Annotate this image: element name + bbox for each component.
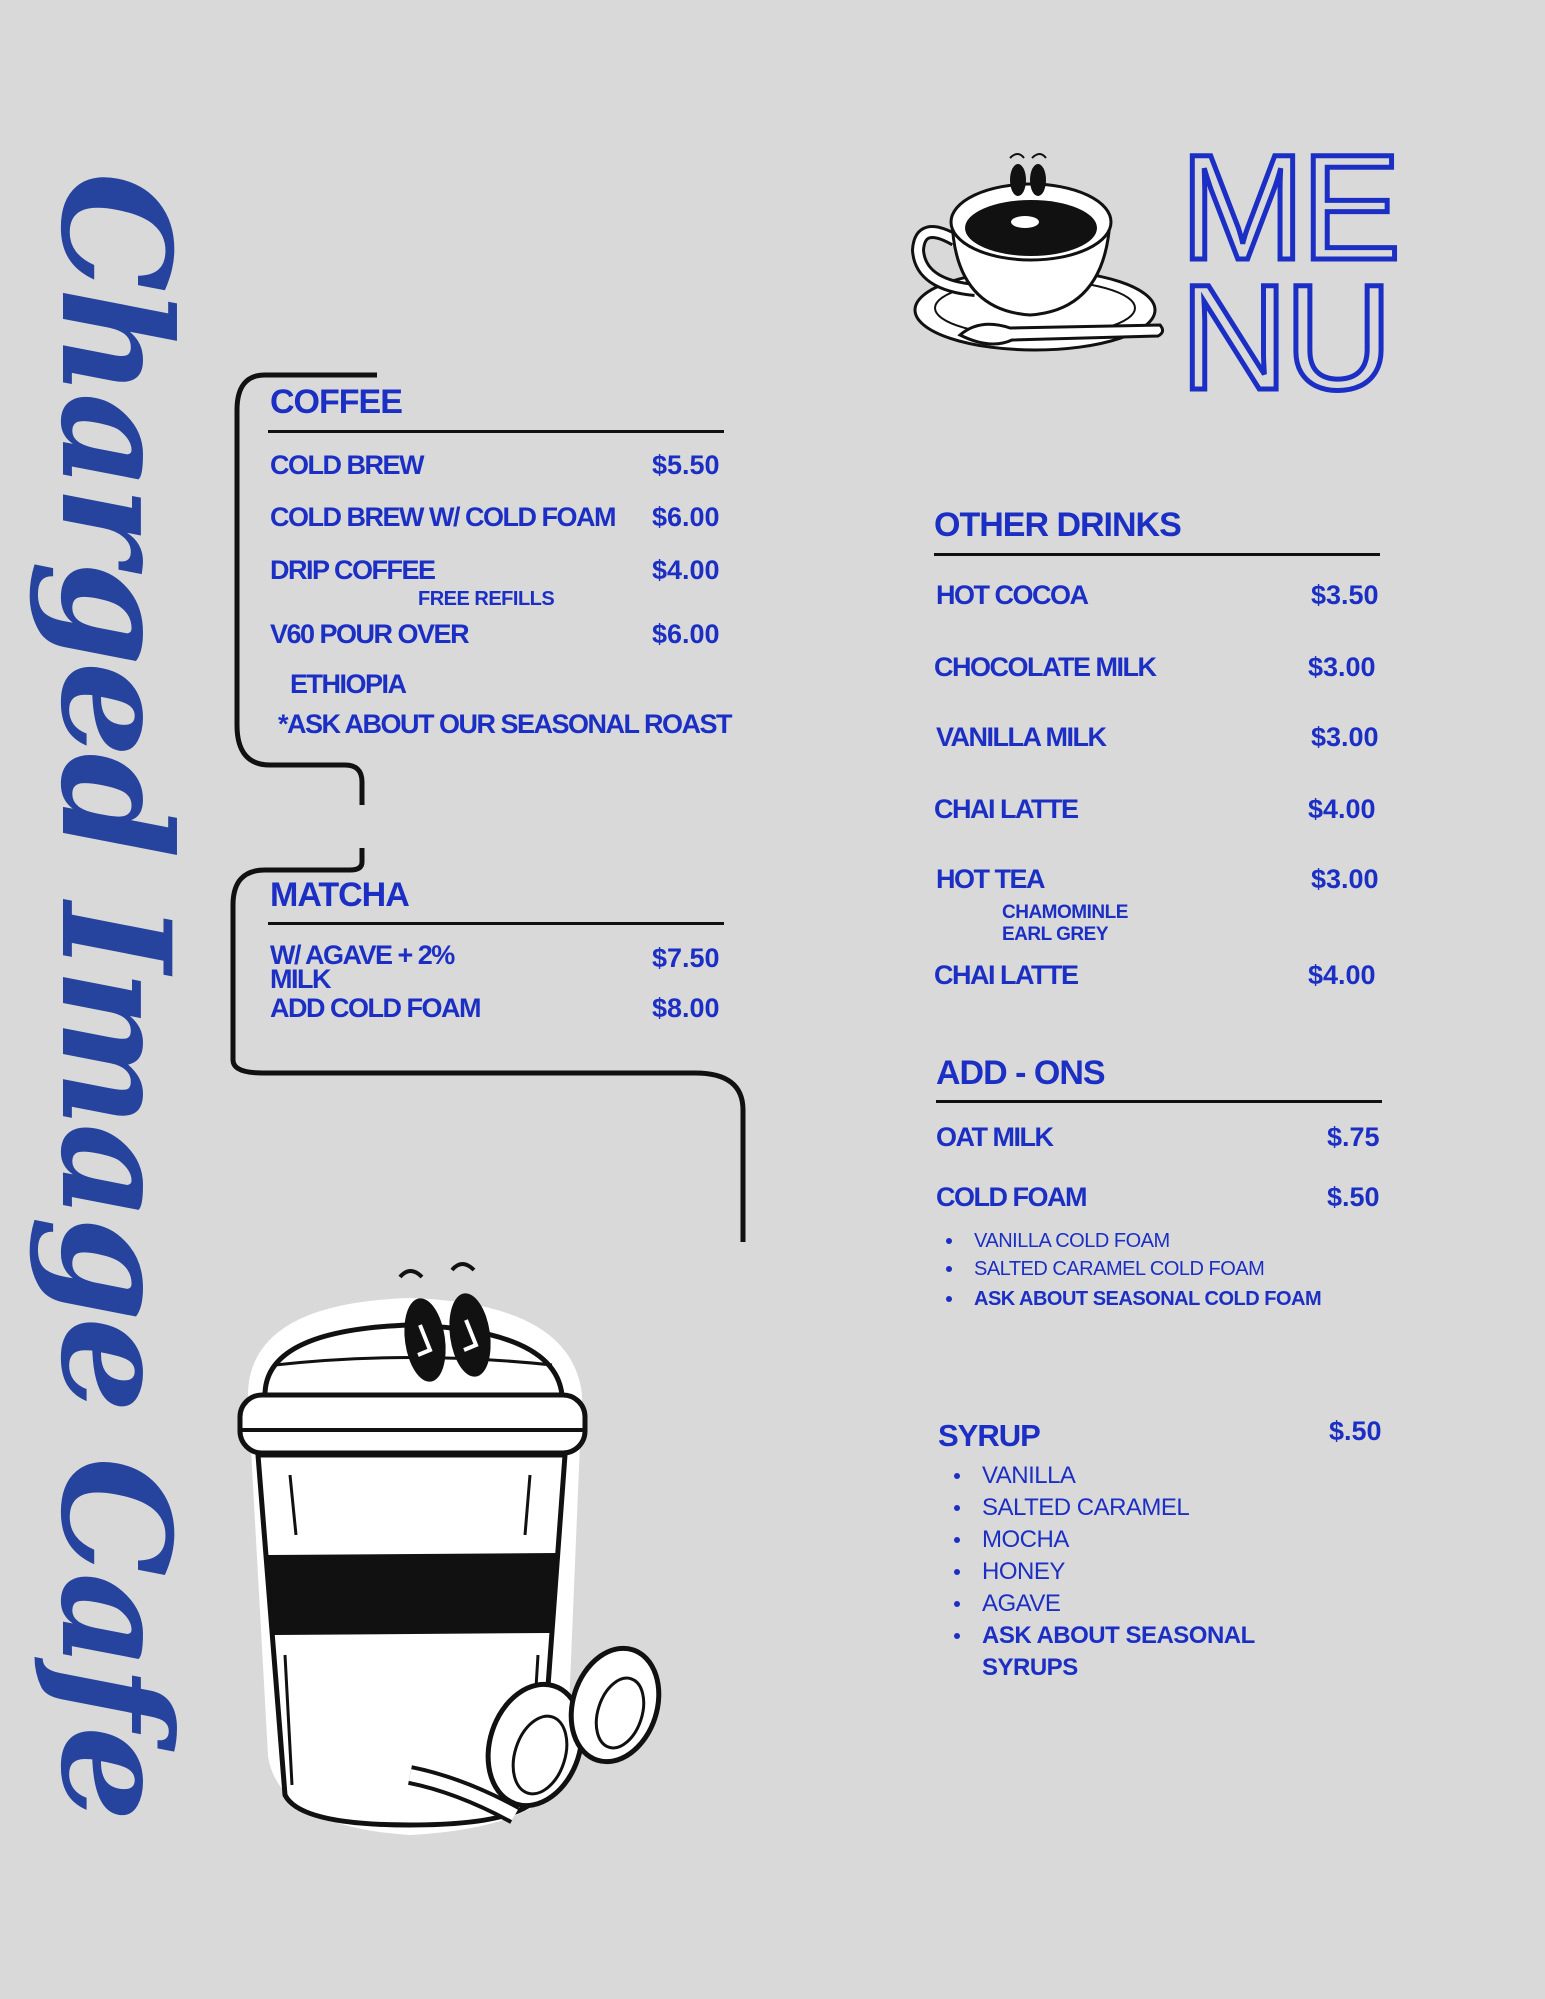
coffee-price-cold-brew-foam: $6.00 (652, 502, 720, 532)
other-drinks-divider (934, 553, 1380, 556)
coffee-price-cold-brew: $5.50 (652, 450, 720, 480)
matcha-price-cold-foam: $8.00 (652, 993, 720, 1023)
matcha-section-title: MATCHA (270, 876, 409, 914)
menu-heading (1180, 123, 1397, 421)
matcha-item-agave (270, 940, 454, 994)
coffee-cup-saucer-icon (900, 150, 1175, 370)
syrup-price: $.50 (1329, 1416, 1382, 1446)
syrup-section-title: SYRUP (938, 1418, 1040, 1453)
other-item-chai-latte-2: CHAI LATTE (934, 960, 1078, 990)
syrup-option-agave: AGAVE (982, 1588, 1255, 1620)
cold-foam-option-seasonal: ASK ABOUT SEASONAL COLD FOAM (974, 1285, 1321, 1313)
other-item-chai-latte: CHAI LATTE (934, 794, 1078, 824)
addon-price-oat-milk: $.75 (1327, 1122, 1380, 1152)
cold-foam-option-salted-caramel: SALTED CARAMEL COLD FOAM (974, 1255, 1321, 1283)
matcha-price-agave: $7.50 (652, 943, 720, 973)
syrup-option-seasonal (982, 1620, 1255, 1681)
coffee-divider (268, 430, 724, 433)
coffee-item-cold-brew: COLD BREW (270, 450, 423, 480)
syrup-seasonal-line-2: SYRUPS (982, 1654, 1078, 1681)
add-ons-divider (936, 1100, 1382, 1103)
coffee-item-v60: V60 POUR OVER (270, 619, 469, 649)
matcha-divider (268, 922, 724, 925)
add-ons-section-title: ADD - ONS (936, 1054, 1105, 1092)
hot-tea-note-earl-grey: EARL GREY (1002, 924, 1109, 945)
syrup-option-vanilla: VANILLA (982, 1460, 1255, 1492)
other-price-chai-latte-2: $4.00 (1308, 960, 1376, 990)
menu-heading-line-1: ME (1180, 123, 1397, 291)
syrup-seasonal-line-1: ASK ABOUT SEASONAL (982, 1622, 1255, 1649)
other-price-chai-latte: $4.00 (1308, 794, 1376, 824)
cold-foam-option-vanilla: VANILLA COLD FOAM (974, 1227, 1321, 1255)
other-item-hot-tea: HOT TEA (936, 864, 1044, 894)
cold-foam-options (974, 1227, 1321, 1313)
syrup-options (982, 1460, 1255, 1681)
matcha-item-agave-line-1: W/ AGAVE + 2% (270, 940, 454, 970)
hot-tea-note-chamomile: CHAMOMINLE (1002, 902, 1128, 923)
coffee-section-title: COFFEE (270, 383, 402, 421)
syrup-option-mocha: MOCHA (982, 1524, 1255, 1556)
other-item-vanilla-milk: VANILLA MILK (936, 722, 1106, 752)
other-price-hot-cocoa: $3.50 (1311, 580, 1379, 610)
other-item-chocolate-milk: CHOCOLATE MILK (934, 652, 1156, 682)
takeaway-cup-character-icon (230, 1255, 680, 1865)
coffee-note-free-refills: FREE REFILLS (418, 588, 555, 610)
cafe-name-vertical (20, 172, 210, 1818)
hot-tea-notes (1002, 902, 1128, 946)
syrup-option-honey: HONEY (982, 1556, 1255, 1588)
syrup-option-salted-caramel: SALTED CARAMEL (982, 1492, 1255, 1524)
coffee-seasonal-note: *ASK ABOUT OUR SEASONAL ROAST (278, 709, 732, 739)
matcha-item-cold-foam: ADD COLD FOAM (270, 993, 480, 1023)
coffee-origin: ETHIOPIA (290, 669, 406, 699)
addon-item-cold-foam: COLD FOAM (936, 1182, 1086, 1212)
addon-item-oat-milk: OAT MILK (936, 1122, 1053, 1152)
coffee-item-drip: DRIP COFFEE (270, 555, 435, 585)
coffee-price-drip: $4.00 (652, 555, 720, 585)
other-item-hot-cocoa: HOT COCOA (936, 580, 1088, 610)
other-price-chocolate-milk: $3.00 (1308, 652, 1376, 682)
coffee-item-cold-brew-foam: COLD BREW W/ COLD FOAM (270, 502, 615, 532)
other-price-vanilla-milk: $3.00 (1311, 722, 1379, 752)
menu-heading-line-2: NU (1180, 253, 1389, 421)
other-price-hot-tea: $3.00 (1311, 864, 1379, 894)
other-drinks-section-title: OTHER DRINKS (934, 506, 1181, 544)
matcha-item-agave-line-2: MILK (270, 964, 330, 994)
coffee-price-v60: $6.00 (652, 619, 720, 649)
addon-price-cold-foam: $.50 (1327, 1182, 1380, 1212)
cafe-name: Charged Image Cafe (27, 172, 203, 1818)
